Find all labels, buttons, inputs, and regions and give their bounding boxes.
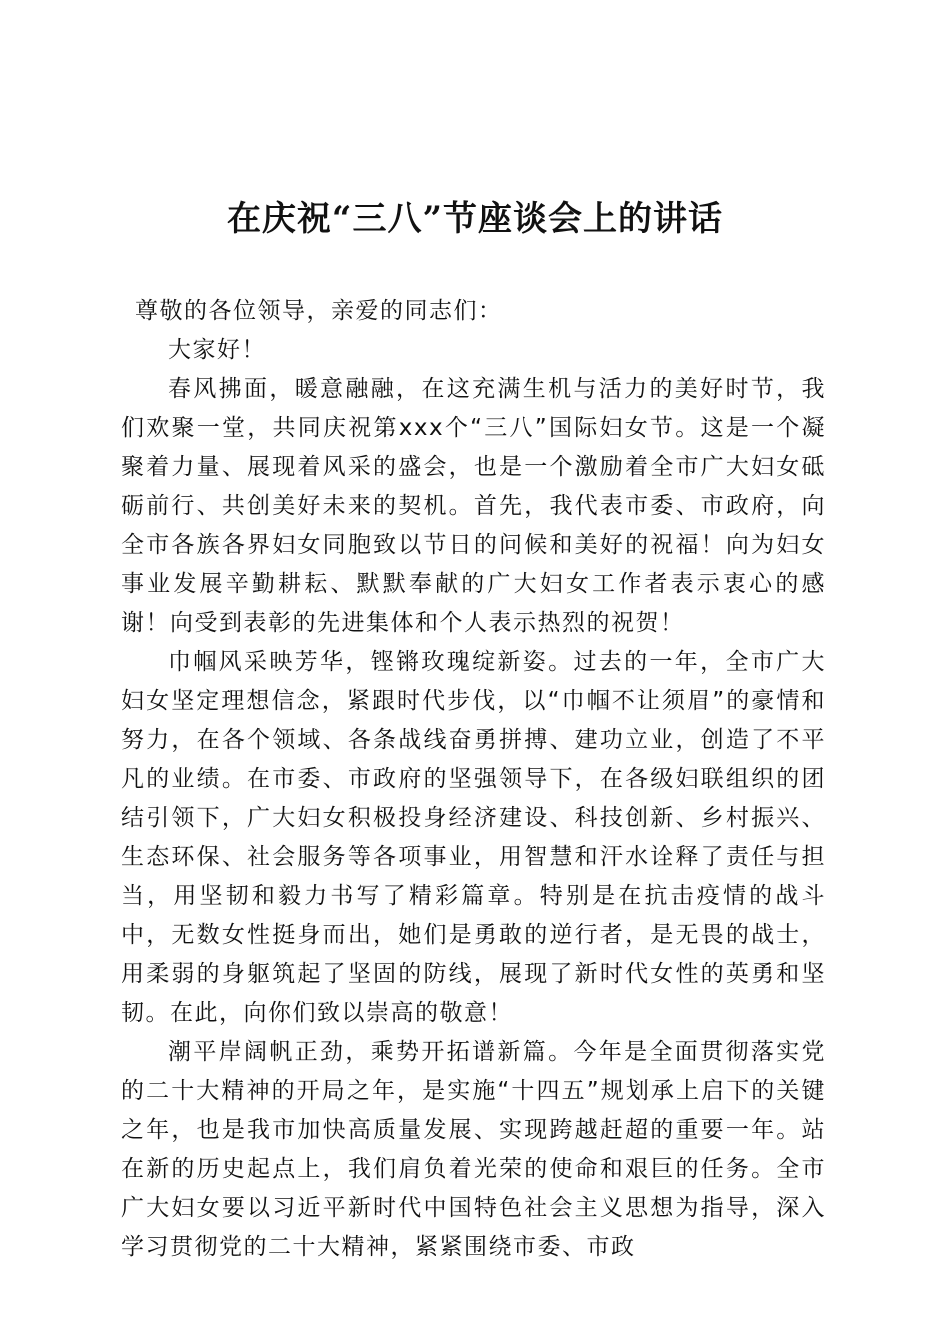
paragraph-opening: 春风拂面，暖意融融，在这充满生机与活力的美好时节，我们欢聚一堂，共同庆祝第xxx个“三八”国际妇女节。这是一个凝聚着力量、展现着风采的盛会，也是一个激励着全市广大妇女砥砺前行、共创美好未来的契机。首先，我代表市委、市政府，向全市各族各界妇女同胞致以节日的问候和美好的祝福！向为妇女事业发展辛勤耕耘、默默奉献的广大妇女工作者表示衷心的感谢！向受到表彰的先进集体和个人表示热烈的祝贺！ xyxy=(121,376,826,636)
document-title: 在庆祝“三八”节座谈会上的讲话 xyxy=(226,199,724,239)
paragraph-achievements: 巾帼风采映芳华，铿锵玫瑰绽新姿。过去的一年，全市广大妇女坚定理想信念，紧跟时代步伐，以“巾帼不让须眉”的豪情和努力，在各个领域、各条战线奋勇拼搏、建功立业，创造了不平凡的业绩。在市委、市政府的坚强领导下，在各级妇联组织的团结引领下，广大妇女积极投身经济建设、科技创新、乡村振兴、生态环保、社会服务等各项事业，用智慧和汗水诠释了责任与担当，用坚韧和毅力书写了精彩篇章。特别是在抗击疫情的战斗中，无数女性挺身而出，她们是勇敢的逆行者，是无畏的战士，用柔弱的身躯筑起了坚固的防线，展现了新时代女性的英勇和坚韧。在此，向你们致以崇高的敬意！ xyxy=(121,649,826,1026)
paragraph-new-mission: 潮平岸阔帆正劲，乘势开拓谱新篇。今年是全面贯彻落实党的二十大精神的开局之年，是实施“十四五”规划承上启下的关键之年，也是我市加快高质量发展、实现跨越赶超的重要一年。站在新的历史起点上，我们肩负着光荣的使命和艰巨的任务。全市广大妇女要以习近平新时代中国特色社会主义思想为指导，深入学习贯彻党的二十大精神，紧紧围绕市委、市政 xyxy=(121,1039,826,1260)
speech-body xyxy=(121,292,826,1267)
salutation: 尊敬的各位领导，亲爱的同志们： xyxy=(135,298,503,324)
paragraph-greeting: 大家好！ xyxy=(168,337,266,363)
